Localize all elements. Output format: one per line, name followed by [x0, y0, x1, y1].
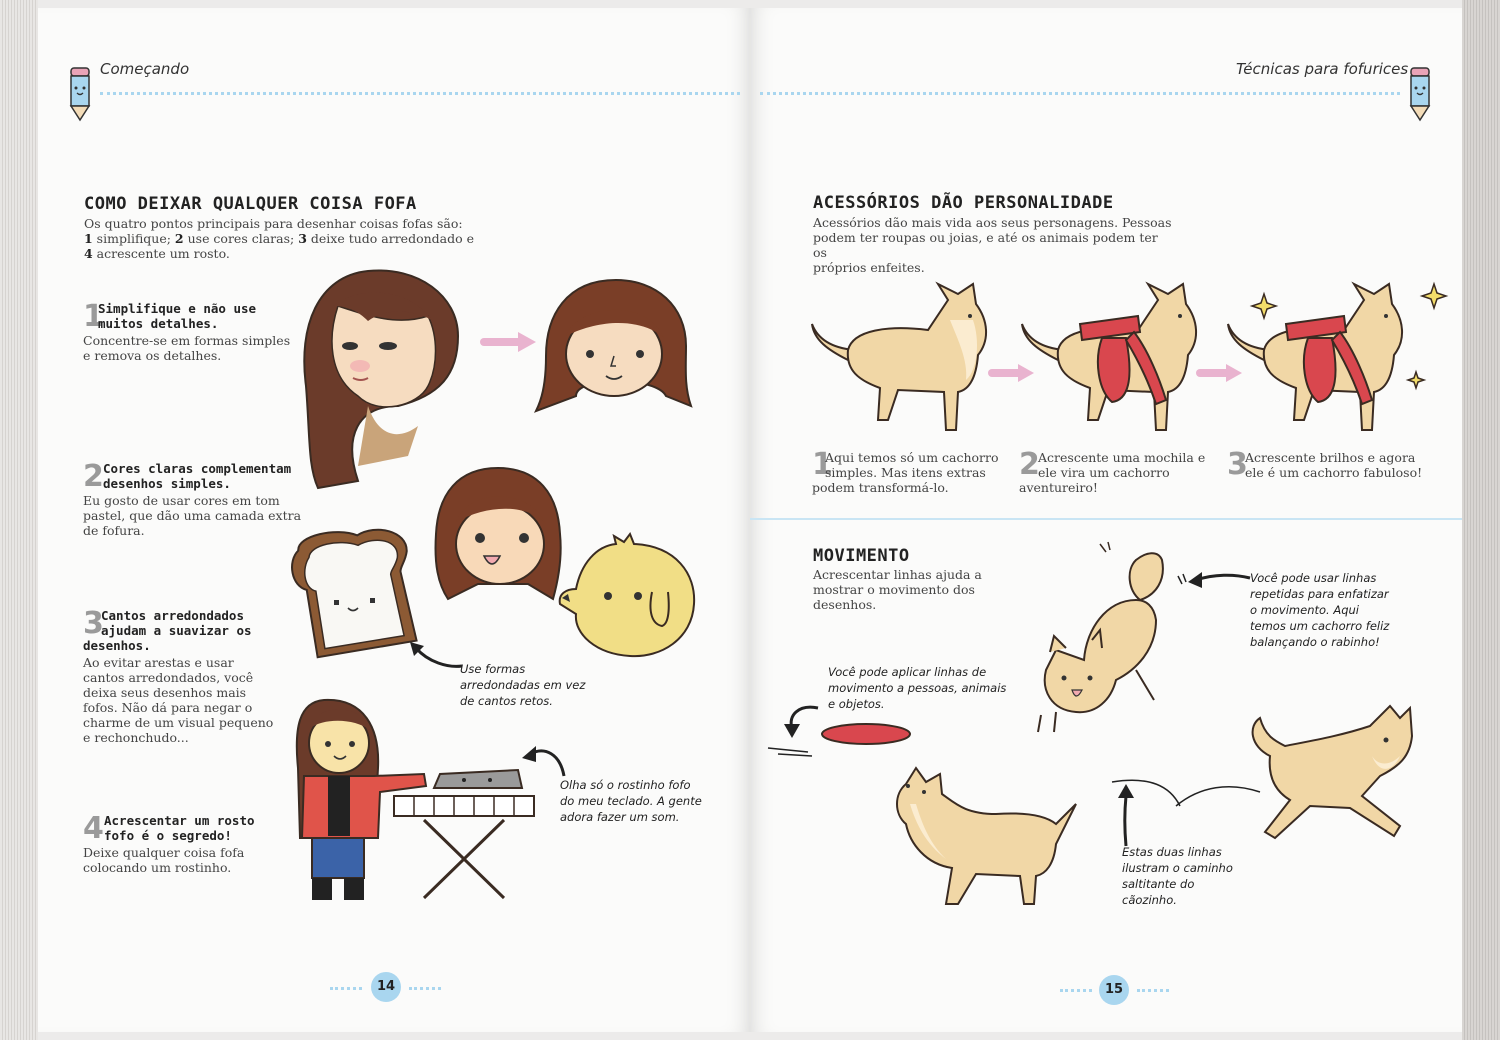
- page-number-dots: [409, 987, 441, 990]
- note-rounded-shapes: Use formas arredondadas em vez de cantos retos.: [460, 662, 586, 708]
- page-number-dots: [1060, 989, 1092, 992]
- left-intro: [84, 216, 484, 261]
- step-title: Cores claras complementam desenhos simples.: [103, 461, 292, 491]
- note-tail: Você pode usar linhas repetidas para enfatizar o movimento. Aqui temos um cachorro feliz balançando o rabinho!: [1250, 571, 1390, 649]
- step-body: Aqui temos só um cachorro simples. Mas itens extras podem transformá-lo.: [812, 450, 999, 495]
- pencil-icon: [66, 66, 94, 122]
- step-number: 4: [83, 811, 104, 846]
- simplified-girl-illustration: [536, 276, 692, 416]
- page-number-left: 14: [371, 972, 401, 1002]
- page-number-right: 15: [1099, 975, 1129, 1005]
- pencil-icon: [1406, 66, 1434, 122]
- step-title: Acrescentar um rosto fofo é o segredo!: [104, 813, 255, 843]
- step-number: 1: [812, 447, 833, 482]
- cute-girl-face-illustration: [428, 464, 568, 604]
- dog-looking-up-illustration: [886, 764, 1080, 912]
- step-title: Cantos arredondados ajudam a suavizar os desenhos.: [83, 608, 252, 653]
- left-header-divider: [100, 92, 740, 95]
- jumping-dog-illustration: [1110, 696, 1426, 846]
- movement-title: MOVIMENTO: [813, 546, 910, 566]
- right-step-1: [812, 449, 1012, 499]
- step-body: Eu gosto de usar cores em tom pastel, que dão uma camada extra de fofura.: [83, 493, 302, 538]
- right-header: Técnicas para fofurices: [1236, 60, 1409, 78]
- right-intro: Acessórios dão mais vida aos seus personagens. Pessoas podem ter roupas ou joias, e até os animais podem ter os próprios enfeites.: [813, 215, 1172, 275]
- note-jump: Estas duas linhas ilustram o caminho saltitante do cãozinho.: [1122, 845, 1233, 907]
- step-body: Concentre-se em formas simples e remova os detalhes.: [83, 333, 291, 363]
- page-number-dots: [1137, 989, 1169, 992]
- right-header-divider: [760, 92, 1400, 95]
- page-edge-left: [0, 0, 38, 1040]
- left-step-2: [83, 461, 303, 541]
- frisbee-illustration: [768, 700, 914, 760]
- step-body: Acrescente brilhos e agora ele é um cachorro fabuloso!: [1245, 450, 1423, 480]
- step-number: 2: [83, 459, 104, 494]
- right-page: [750, 8, 1462, 1032]
- page-number-dots: [330, 987, 362, 990]
- girl-keyboard-illustration: [294, 688, 552, 910]
- dog-backpack-illustration: [1018, 280, 1218, 440]
- left-step-1: [83, 301, 303, 371]
- left-header: Começando: [100, 60, 190, 78]
- arrow-right-pink: [480, 330, 540, 354]
- intro-line: 4 acrescente um rosto.: [84, 246, 230, 261]
- dog-plain-illustration: [808, 280, 1008, 440]
- right-step-2: [1019, 449, 1219, 499]
- realistic-girl-illustration: [298, 266, 468, 490]
- yellow-dog-head-illustration: [556, 534, 702, 660]
- step-body: Ao evitar arestas e usar cantos arredondados, você deixa seus desenhos mais fofos. Não dá para negar o charme de um visual pequeno e rechonchudo...: [83, 655, 274, 745]
- curved-arrow-icon: [520, 744, 566, 778]
- left-title: COMO DEIXAR QUALQUER COISA FOFA: [84, 194, 417, 214]
- page-edge-right: [1462, 0, 1500, 1040]
- step-title: Simplifique e não use muitos detalhes.: [98, 301, 257, 331]
- bread-illustration: [282, 526, 422, 656]
- step-number: 1: [83, 299, 104, 334]
- intro-line: Os quatro pontos principais para desenhar coisas fofas são:: [84, 216, 463, 231]
- right-step-3: [1227, 449, 1427, 499]
- step-number: 2: [1019, 447, 1040, 482]
- up-arrow-icon: [1116, 784, 1136, 848]
- dog-sparkles-illustration: [1224, 280, 1450, 440]
- curved-arrow-icon: [408, 640, 464, 670]
- step-number: 3: [1227, 447, 1248, 482]
- step-body: Deixe qualquer coisa fofa colocando um rostinho.: [83, 845, 245, 875]
- note-keyboard: Olha só o rostinho fofo do meu teclado. A gente adora fazer um som.: [560, 778, 702, 824]
- step-body: Acrescente uma mochila e ele vira um cachorro aventureiro!: [1019, 450, 1206, 495]
- intro-line: 1 simplifique; 2 use cores claras; 3 deixe tudo arredondado e: [84, 231, 475, 246]
- note-frisbee: Você pode aplicar linhas de movimento a pessoas, animais e objetos.: [828, 665, 1007, 711]
- movement-intro: Acrescentar linhas ajuda a mostrar o movimento dos desenhos.: [813, 567, 982, 612]
- step-number: 3: [83, 606, 104, 641]
- section-divider: [750, 518, 1462, 520]
- left-step-4: [83, 813, 303, 883]
- motion-arrow-icon: [1174, 566, 1252, 590]
- left-step-3: [83, 608, 303, 748]
- right-title: ACESSÓRIOS DÃO PERSONALIDADE: [813, 193, 1114, 213]
